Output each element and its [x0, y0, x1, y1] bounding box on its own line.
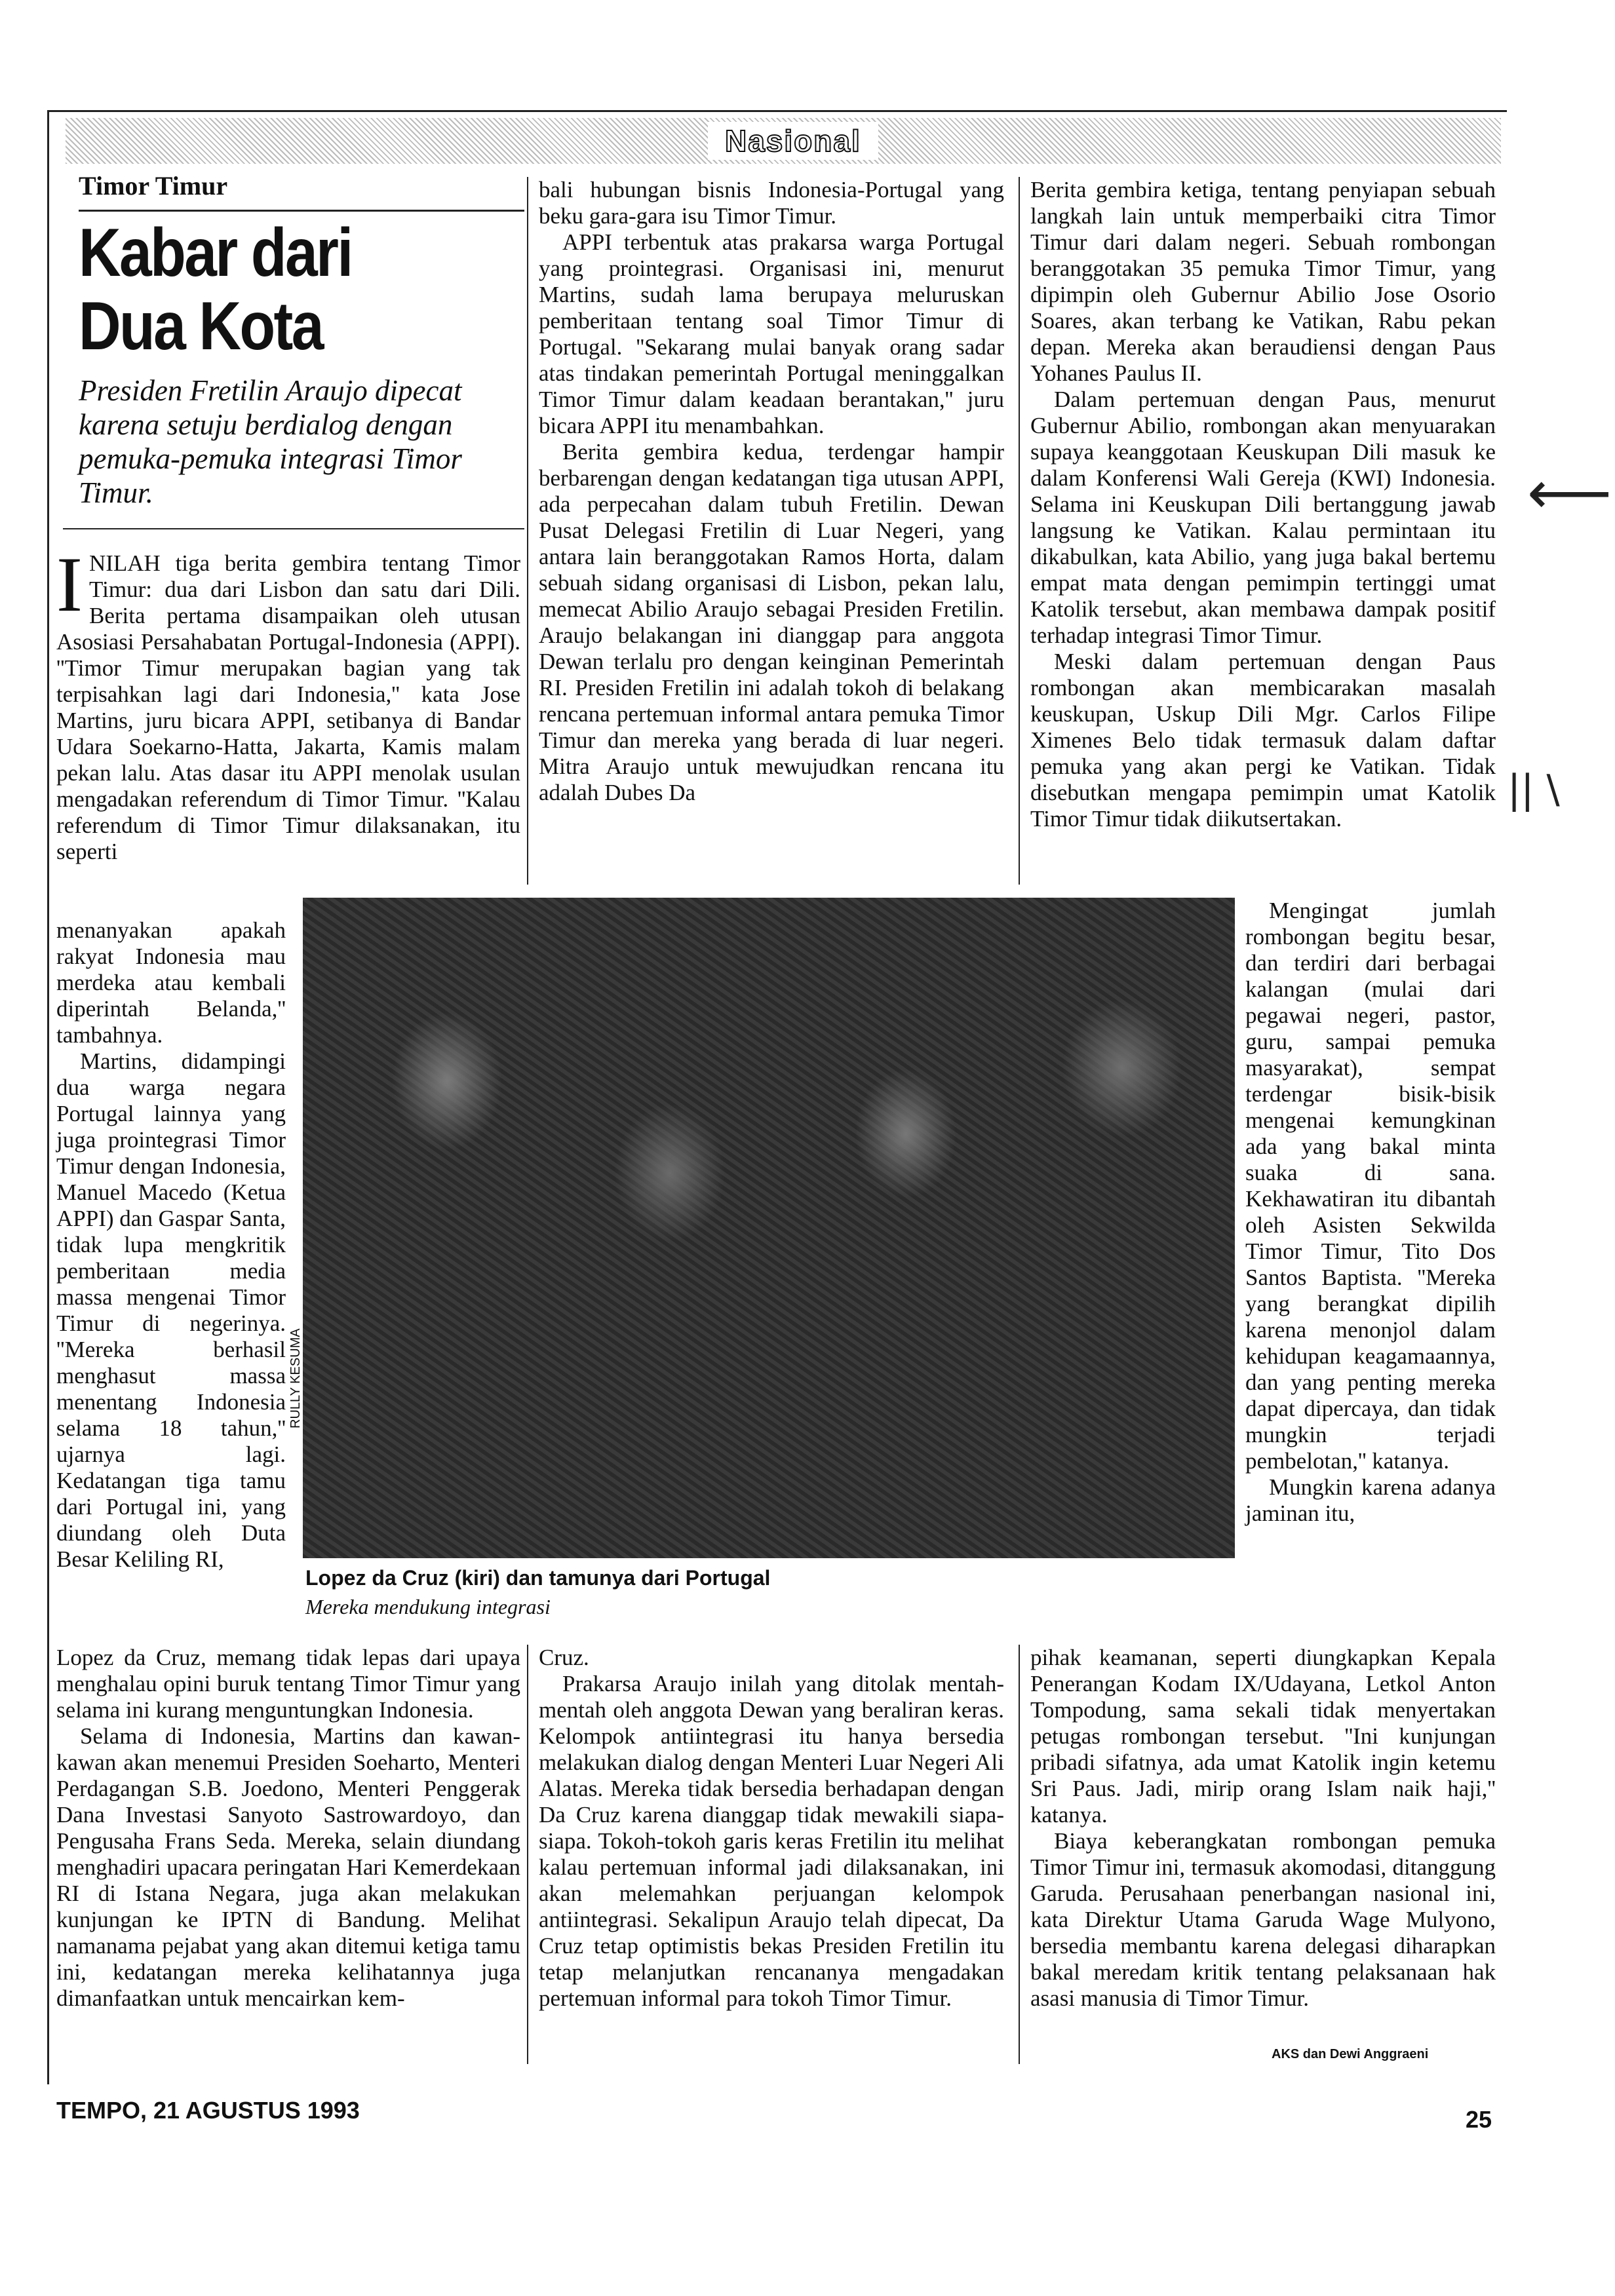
column-2-top [539, 177, 1004, 806]
deck-rule [63, 528, 524, 529]
paragraph: Selama di Indonesia, Martins dan kawan-kawan akan menemui Presiden Soeharto, Menteri Perdagangan S.B. Joedono, Menteri Penggerak Dana Investasi Sanyoto Sastrowardoyo, dan Pengusaha Frans Seda. Mereka, selain diundang menghadiri upacara peringatan Hari Kemerdekaan RI di Istana Negara, juga akan melakukan kunjungan ke IPTN di Bandung. Melihat namanama pejabat yang akan ditemui ketiga tamu ini, kedatangan mereka kelihatannya juga dimanfaatkan untuk mencairkan kem- [56, 1723, 520, 2011]
headline [79, 216, 439, 363]
kicker-rule [79, 210, 524, 212]
headline-line-2: Dua Kota [79, 288, 322, 364]
margin-annotation-mark: ⟵ [1527, 459, 1612, 527]
paragraph: Martins, didampingi dua warga negara Portugal lainnya yang juga prointegrasi Timor Timur dengan Indonesia, Manuel Macedo (Ketua APPI) dan Gaspar Santa, tidak lupa mengkritik pemberitaan media massa mengenai Timor Timur di negerinya. ''Mereka berhasil menghasut massa menentang Indonesia selama 18 tahun,'' ujarnya lagi. Kedatangan tiga tamu dari Portugal ini, yang diundang oleh Duta Besar Keliling RI, [56, 1048, 286, 1572]
column-3-top [1030, 177, 1496, 832]
paragraph: Dalam pertemuan dengan Paus, menurut Gubernur Abilio, rombongan akan menyuarakan supaya keanggotaan Keuskupan Dili masuk ke dalam Konferensi Wali Gereja (KWI) Indonesia. Selama ini Keuskupan Dili bertanggung jawab langsung ke Vatikan. Kalau permintaan itu dikabulkan, kata Abilio, yang juga bakal bertemu empat mata dengan pemimpin tertinggi umat Katolik tersebut, akan membawa dampak positif terhadap integrasi Timor Timur. [1030, 387, 1496, 648]
photo-subcaption: Mereka mendukung integrasi [305, 1595, 551, 1618]
paragraph: menanyakan apakah rakyat Indonesia mau merdeka atau kembali diperintah Belanda,'' tambahnya. [56, 917, 286, 1048]
paragraph: INILAH tiga berita gembira tentang Timor Timur: dua dari Lisbon dan satu dari Dili. Berita pertama disampaikan oleh utusan Asosiasi Persahabatan Portugal-Indonesia (APPI). ''Timor Timur merupakan bagian yang tak terpisahkan lagi dari Indonesia,'' kata Jose Martins, juru bicara APPI, setibanya di Bandar Udara Soekarno-Hatta, Jakarta, Kamis malam pekan lalu. Atas dasar itu APPI menolak usulan mengadakan referendum di Timor Timur. ''Kalau referendum di Timor Timur dilaksanakan, itu seperti [56, 541, 520, 864]
column-1-top [56, 541, 520, 865]
margin-annotation-mark: || \ [1508, 767, 1560, 813]
drop-cap: I [56, 541, 83, 628]
column-3-bottom [1030, 1645, 1496, 2012]
section-label: Nasional [708, 122, 878, 160]
deck: Presiden Fretilin Araujo dipecat karena setuju berdialog dengan pemuka-pemuka integrasi Timor Timur. [79, 374, 462, 509]
paragraph: Prakarsa Araujo inilah yang ditolak mentah-mentah oleh anggota Dewan yang beraliran keras. Kelompok antiintegrasi itu hanya bersedia melakukan dialog dengan Menteri Luar Negeri Ali Alatas. Mereka tidak bersedia berhadapan dengan Da Cruz karena dianggap tidak mewakili siapa-siapa. Tokoh-tokoh garis keras Fretilin itu melihat kalau pertemuan informal jadi dilaksanakan, ini akan melemahkan perjuangan kelompok antiintegrasi. Sekalipun Araujo telah dipecat, Da Cruz tetap optimistis bekas Presiden Fretilin itu tetap melanjutkan rencananya mengadakan pertemuan informal para tokoh Timor Timur. [539, 1671, 1004, 2011]
photo-caption: Lopez da Cruz (kiri) dan tamunya dari Portugal [305, 1566, 771, 1590]
author-signoff: AKS dan Dewi Anggraeni [1272, 2047, 1429, 2061]
column-1-narrow [56, 917, 286, 1573]
paragraph: bali hubungan bisnis Indonesia-Portugal yang beku gara-gara isu Timor Timur. [539, 177, 1004, 229]
page-number: 25 [1466, 2106, 1492, 2133]
paragraph: APPI terbentuk atas prakarsa warga Portugal yang prointegrasi. Organisasi ini, menurut Martins, sudah lama berupaya meluruskan pemberitaan tentang soal Timor Timur di Portugal. ''Sekarang mulai banyak orang sadar atas tindakan pemerintah Portugal meninggalkan Timor Timur dalam keadaan berantakan,'' juru bicara APPI itu menambahkan. [539, 229, 1004, 438]
column-3-narrow [1245, 898, 1496, 1527]
photo-credit: RULLY KESUMA [288, 1328, 303, 1428]
column-2-bottom [539, 1645, 1004, 2012]
column-divider [1019, 177, 1020, 885]
paragraph: Biaya keberangkatan rombongan pemuka Timor Timur ini, termasuk akomodasi, ditanggung Garuda. Perusahaan penerbangan nasional ini, kata Direktur Utama Garuda Wage Mulyono, bersedia membantu karena delegasi diharapkan bakal meredam kritik tentang pelaksanaan hak asasi manusia di Timor Timur. [1030, 1828, 1496, 2011]
kicker: Timor Timur [79, 171, 228, 201]
paragraph: Berita gembira kedua, terdengar hampir berbarengan dengan kedatangan tiga utusan APPI, ada perpecahan dalam tubuh Fretilin. Dewan Pusat Delegasi Fretilin di Luar Negeri, yang antara lain beranggotakan Ramos Horta, dalam sebuah sidang organisasi di Lisbon, pekan lalu, memecat Abilio Araujo sebagai Presiden Fretilin. Araujo belakangan ini dianggap para anggota Dewan terlalu pro dengan keinginan Pemerintah RI. Presiden Fretilin ini adalah tokoh di belakang rencana pertemuan informal antara pemuka Timor Timur dan mereka yang berada di luar negeri. Mitra Araujo untuk mewujudkan rencana itu adalah Dubes Da [539, 439, 1004, 805]
paragraph: pihak keamanan, seperti diungkapkan Kepala Penerangan Kodam IX/Udayana, Letkol Anton Tompodung, sama sekali tidak menyertakan petugas rombongan tersebut. ''Ini kunjungan pribadi sifatnya, ada umat Katolik ingin ketemu Sri Paus. Jadi, mirip orang Islam naik haji,'' katanya. [1030, 1645, 1496, 1827]
column-divider [527, 177, 528, 885]
paragraph: Cruz. [539, 1645, 589, 1670]
paragraph: Meski dalam pertemuan dengan Paus rombongan akan membicarakan masalah keuskupan, Uskup Dili Mgr. Carlos Filipe Ximenes Belo tidak termasuk dalam daftar pemuka yang akan pergi ke Vatikan. Tidak disebutkan mengapa pemimpin umat Katolik Timor Timur tidak diikutsertakan. [1030, 649, 1496, 832]
paragraph: Mengingat jumlah rombongan begitu besar, dan terdiri dari berbagai kalangan (mulai dari pegawai negeri, pastor, guru, sampai pemuka masyarakat), sempat terdengar bisik-bisik mengenai kemungkinan ada yang bakal minta suaka di sana. Kekhawatiran itu dibantah oleh Asisten Sekwilda Timor Timur, Tito Dos Santos Baptista. ''Mereka yang berangkat dipilih karena menonjol dalam kehidupan keagamaannya, dan yang penting mereka dapat dipercaya, dan tidak mungkin terjadi pembelotan,'' katanya. [1245, 898, 1496, 1474]
column-divider [1019, 1645, 1020, 2064]
column-1-bottom [56, 1645, 520, 2012]
publication-date: TEMPO, 21 AGUSTUS 1993 [56, 2097, 360, 2124]
paragraph: Lopez da Cruz, memang tidak lepas dari upaya menghalau opini buruk tentang Timor Timur yang selama ini kurang menguntungkan Indonesia. [56, 1645, 520, 1723]
paragraph: Berita gembira ketiga, tentang penyiapan sebuah langkah lain untuk memperbaiki citra Timor Timur dari dalam negeri. Sebuah rombongan beranggotakan 35 pemuka Timor Timur, yang dipimpin oleh Gubernur Abilio Jose Osorio Soares, akan terbang ke Vatikan, Rabu pekan depan. Mereka akan beraudiensi dengan Paus Yohanes Paulus II. [1030, 177, 1496, 386]
headline-line-1: Kabar dari [79, 215, 352, 291]
news-photo [303, 898, 1235, 1558]
column-divider [527, 1645, 528, 2064]
paragraph: Mungkin karena adanya jaminan itu, [1245, 1474, 1496, 1526]
